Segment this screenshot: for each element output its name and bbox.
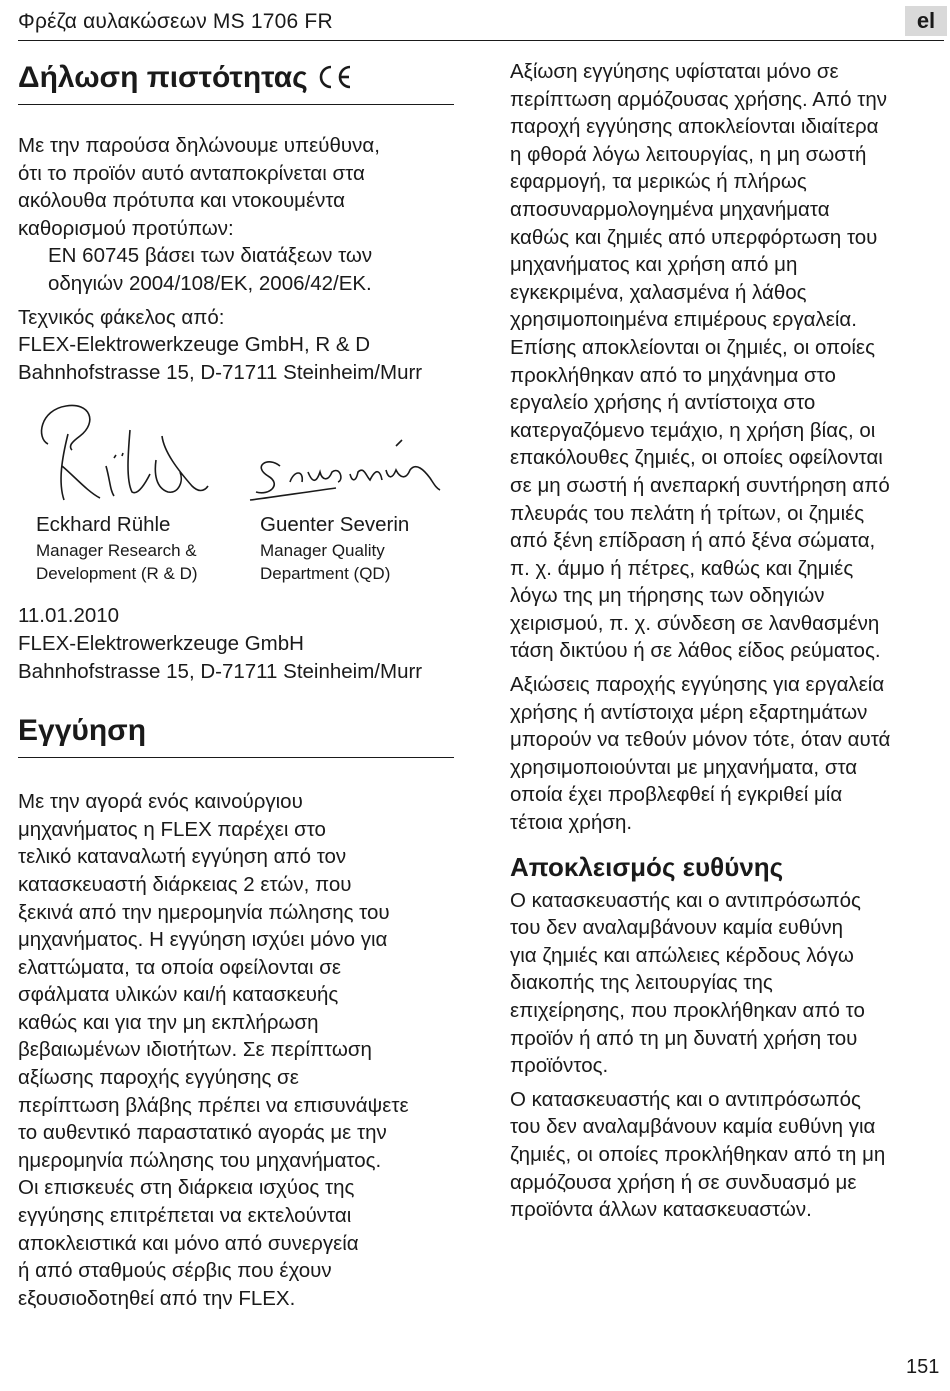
signatory-name: Guenter Severin [260, 513, 410, 537]
signature-severin [246, 396, 441, 511]
left-column [18, 58, 454, 1312]
technical-file: Τεχνικός φάκελος από: FLEX-Elektrowerkzeuge GmbH, R & D Bahnhofstrasse 15, D-71711 Steinheim/Murr [18, 305, 423, 384]
declaration-heading-text: Δήλωση πιστότητας [18, 61, 308, 94]
liability-heading: Αποκλεισμός ευθύνης [510, 851, 784, 882]
declaration-standards: EN 60745 βάσει των διατάξεων των οδηγιών 2004/108/ΕΚ, 2006/42/ΕΚ. [48, 244, 373, 295]
declaration-heading [18, 58, 454, 105]
signatory-role: Manager Research & Development (R & D) [36, 541, 198, 583]
date-and-address: 11.01.2010 FLEX-Elektrowerkzeuge GmbH Bahnhofstrasse 15, D-71711 Steinheim/Murr [18, 604, 423, 683]
signatory-role: Manager Quality Department (QD) [260, 541, 391, 583]
header-divider [18, 40, 944, 41]
warranty-body: Με την αγορά ενός καινούργιου μηχανήματος η FLEX παρέχει στο τελικό καταναλωτή εγγύηση από τον κατασκευαστή διάρκειας 2 ετών, που ξεκινά από την ημερομηνία πώλησης του μηχανήματος. Η εγγύηση ισχύει μόνο για ελαττώματα, τα οποία οφείλονται σε σφάλματα υλικών και/ή κατασκευής καθώς και για την μη εκπλήρωση βεβαιωμένων ιδιοτήτων. Σε περίπτωση αξίωσης παροχής εγγύησης σε περίπτωση βλάβης πρέπει να επισυνάψετε το αυθεντικό παραστατικό αγοράς με την ημερομηνία πώλησης του μηχανήματος. Οι επισκευές στη διάρκεια ισχύος της εγγύησης επιτρέπεται να εκτελούνται αποκλειστικά και μόνο από συνεργεία ή από σταθμούς σέρβις που έχουν εξουσιοδοτηθεί από την FLEX. [18, 790, 409, 1310]
liability-paragraph-1: Ο κατασκευαστής και ο αντιπρόσωπός του δεν αναλαμβάνουν καμία ευθύνη για ζημιές και απώλειες κέρδους λόγω διακοπής της λειτουργίας της επιχείρησης, που προκλήθηκαν από το προϊόν ή από τη μη δυνατή χρήση του προϊόντος. [510, 888, 865, 1078]
running-header-title: Φρέζα αυλακώσεων MS 1706 FR [18, 10, 333, 33]
signatory-name: Eckhard Rühle [36, 513, 171, 537]
warranty-conditions: Αξίωση εγγύησης υφίσταται μόνο σε περίπτωση αρμόζουσας χρήσης. Από την παροχή εγγύησης αποκλείονται ιδιαίτερα η φθορά λόγω λειτουργίας, η μη σωστή εφαρμογή, τα μερικώς ή πλήρως αποσυναρμολογημένα μηχανήματα καθώς και ζημιές από υπερφόρτωση του μηχανήματος και χρήση από μη εγκεκριμένα, χαλασμένα ή λάθος χρησιμοποιημένα επιμέρους εργαλεία. Επίσης αποκλείονται οι ζημιές, οι οποίες προκλήθηκαν από το μηχάνημα στο εργαλείο χρήσης ή αντίστοιχα στο κατεργαζόμενο τεμάχιο, η χρήση βίας, οι επακόλουθες ζημιές, οι οποίες οφείλονται σε μη σωστή ή ανεπαρκή συντήρηση από πλευράς του πελάτη ή τρίτων, οι ζημιές από ξένη επίδραση ή από ξένα σώματα, π. χ. άμμο ή πέτρες, καθώς και ζημιές λόγω της μη τήρησης των οδηγιών χειρισμού, π. χ. σύνδεση σε λανθασμένη τάση δικτύου ή σε λάθος είδος ρεύματος. [510, 60, 890, 663]
warranty-heading: Εγγύηση [18, 711, 454, 758]
page-number: 151 [906, 1356, 940, 1378]
declaration-intro: Με την παρούσα δηλώνουμε υπεύθυνα, ότι το προϊόν αυτό ανταποκρίνεται στα ακόλουθα πρότυπα και ντοκουμέντα καθορισμού προτύπων: [18, 134, 380, 240]
signature-ruehle [28, 396, 213, 511]
ce-mark-icon [316, 64, 354, 90]
signatures-block [18, 396, 454, 614]
liability-paragraph-2: Ο κατασκευαστής και ο αντιπρόσωπός του δεν αναλαμβάνουν καμία ευθύνη για ζημιές, οι οποίες προκλήθηκαν από τη μη αρμόζουσα χρήση ή σε συνδυασμό με προϊόντα άλλων κατασκευαστών. [510, 1087, 886, 1222]
warranty-accessories: Αξιώσεις παροχής εγγύησης για εργαλεία χρήσης ή αντίστοιχα μέρη εξαρτημάτων μπορούν να τεθούν μόνον τότε, όταν αυτά χρησιμοποιούνται με μηχανήματα, στα οποία έχει προβλεφθεί ή εγκριθεί μία τέτοια χρήση. [510, 673, 891, 835]
language-tab: el [905, 6, 947, 36]
right-column [510, 58, 946, 1224]
